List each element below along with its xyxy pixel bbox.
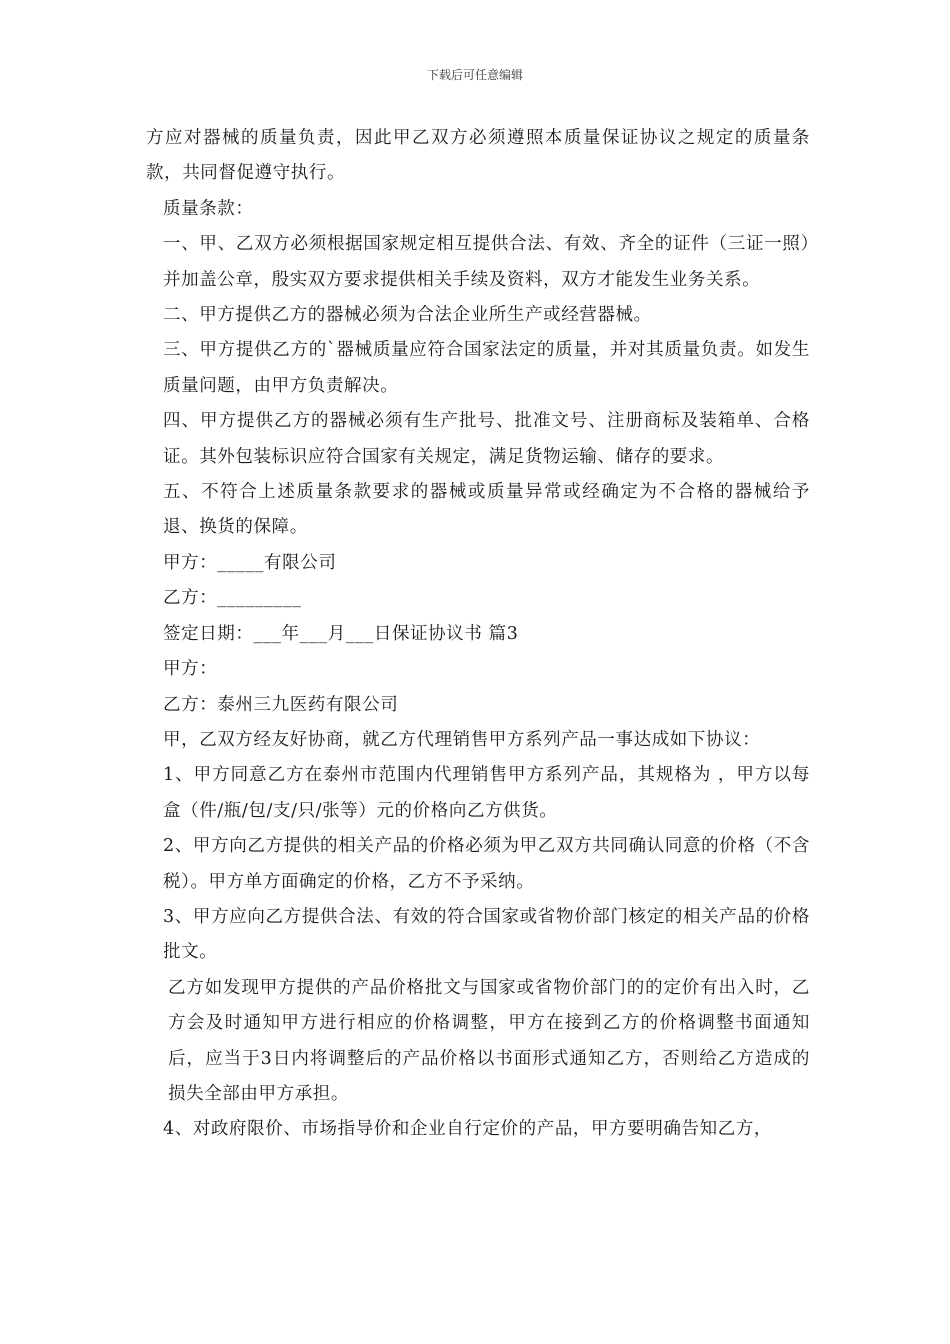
paragraph: 甲，乙双方经友好协商，就乙方代理销售甲方系列产品一事达成如下协议： bbox=[163, 729, 761, 750]
clause-paragraph: 2、甲方向乙方提供的相关产品的价格必须为甲乙双方共同确认同意的价格（不含税）。甲方单方面确定的价格，乙方不予采纳。 bbox=[163, 836, 810, 892]
paragraph: 二、甲方提供乙方的器械必须为合法企业所生产或经营器械。 bbox=[163, 305, 652, 326]
clause-paragraph: 1、甲方同意乙方在泰州市范围内代理销售甲方系列产品，其规格为 ，甲方以每盒（件/瓶/包/支/只/张等）元的价格向乙方供货。 bbox=[163, 765, 810, 821]
signature-line: 甲方：_____有限公司 bbox=[163, 552, 337, 573]
paragraph: 乙方如发现甲方提供的产品价格批文与国家或省物价部门的的定价有出入时，乙方会及时通知甲方进行相应的价格调整，甲方在接到乙方的价格调整书面通知后，应当于3日内将调整后的产品价格以书面形式通知乙方，否则给乙方造成的损失全部由甲方承担。 bbox=[168, 977, 810, 1104]
paragraph: 三、甲方提供乙方的`器械质量应符合国家法定的质量，并对其质量负责。如发生质量问题，由甲方负责解决。 bbox=[163, 340, 810, 396]
document-body bbox=[146, 121, 810, 1148]
date-line: 签定日期：___年___月___日保证协议书 篇3 bbox=[163, 623, 519, 644]
page-header: 下载后可任意编辑 bbox=[426, 68, 523, 82]
clause-paragraph: 4、对政府限价、市场指导价和企业自行定价的产品，甲方要明确告知乙方， bbox=[163, 1119, 773, 1140]
party-line: 乙方：泰州三九医药有限公司 bbox=[163, 694, 399, 715]
party-line: 甲方： bbox=[163, 659, 218, 680]
clause-paragraph: 3、甲方应向乙方提供合法、有效的符合国家或省物价部门核定的相关产品的价格批文。 bbox=[163, 906, 810, 963]
signature-line: 乙方：_________ bbox=[163, 588, 302, 609]
paragraph: 方应对器械的质量负责，因此甲乙双方必须遵照本质量保证协议之规定的质量条款，共同督促遵守执行。 bbox=[146, 128, 810, 184]
paragraph: 一、甲、乙双方必须根据国家规定相互提供合法、有效、齐全的证件（三证一照）并加盖公章，殷实双方要求提供相关手续及资料，双方才能发生业务关系。 bbox=[163, 234, 810, 290]
paragraph: 质量条款： bbox=[163, 198, 254, 219]
paragraph: 四、甲方提供乙方的器械必须有生产批号、批准文号、注册商标及装箱单、合格证。其外包装标识应符合国家有关规定，满足货物运输、储存的要求。 bbox=[163, 411, 810, 467]
paragraph: 五、不符合上述质量条款要求的器械或质量异常或经确定为不合格的器械给予退、换货的保障。 bbox=[163, 482, 810, 538]
